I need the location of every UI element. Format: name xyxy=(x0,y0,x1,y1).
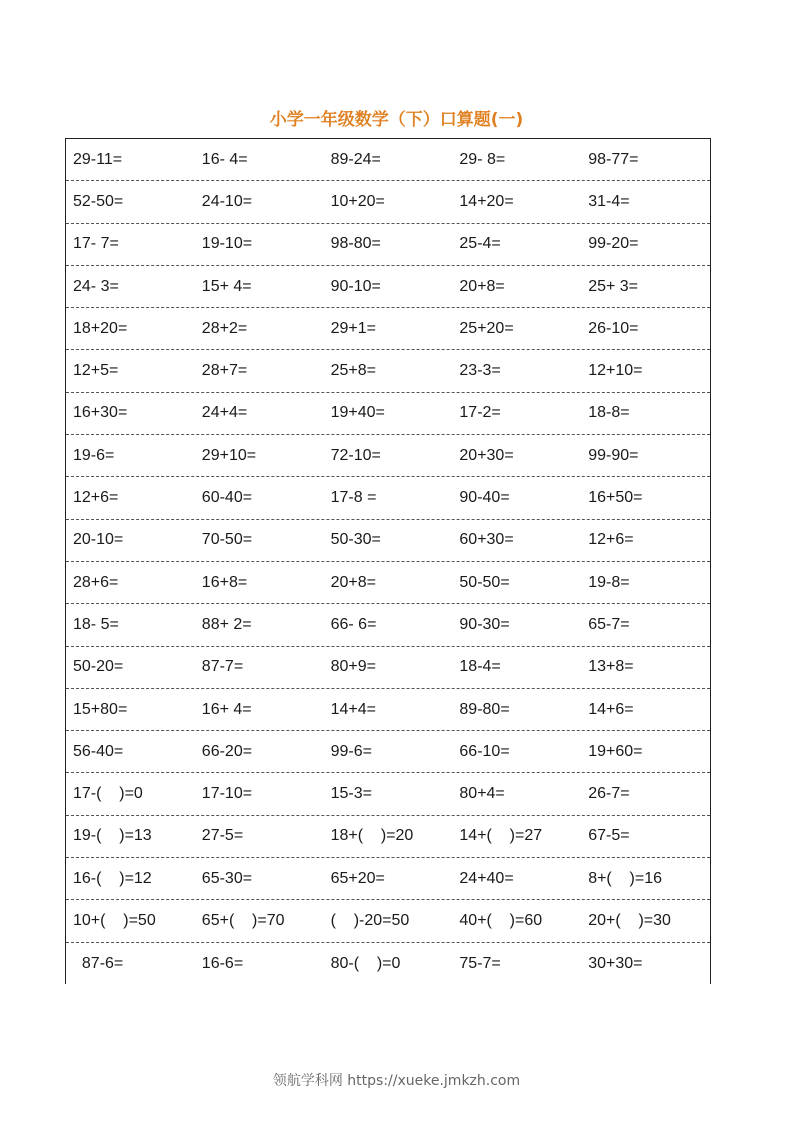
problem-cell: 14+4= xyxy=(330,700,376,718)
table-row xyxy=(66,350,710,392)
table-row xyxy=(66,943,710,985)
problem-cell: 50-30= xyxy=(330,531,381,549)
problem-cell: 90-40= xyxy=(459,489,510,507)
problem-cell: 80+4= xyxy=(459,785,505,803)
problem-cell: 12+6= xyxy=(588,531,634,549)
problem-cell: 29- 8= xyxy=(459,150,506,168)
problem-cell: 16+50= xyxy=(588,489,643,507)
problem-cell: 15+ 4= xyxy=(201,277,252,295)
problem-cell: 65+20= xyxy=(330,869,385,887)
problem-cell: 67-5= xyxy=(588,827,630,845)
problem-cell: 18- 5= xyxy=(73,615,119,633)
problem-cell: 29-11= xyxy=(73,150,123,168)
problem-cell: 10+20= xyxy=(330,192,385,210)
problem-cell: 30+30= xyxy=(588,954,643,972)
problem-cell: 18-4= xyxy=(459,658,501,676)
problem-cell: 17- 7= xyxy=(73,235,119,253)
problem-cell: 66-20= xyxy=(201,742,253,760)
problem-cell: 13+8= xyxy=(588,658,634,676)
table-row xyxy=(66,435,710,477)
table-row xyxy=(66,816,710,858)
problem-cell: 31-4= xyxy=(588,192,630,210)
table-row xyxy=(66,562,710,604)
table-row xyxy=(66,181,710,223)
problem-table xyxy=(65,138,711,984)
problem-cell: 98-80= xyxy=(330,235,381,253)
problem-cell: 28+6= xyxy=(73,573,119,591)
problem-cell: 66- 6= xyxy=(330,615,377,633)
problem-cell: 80-( )=0 xyxy=(330,954,401,972)
problem-cell: 16-6= xyxy=(201,954,244,972)
problem-cell: 99-20= xyxy=(588,235,639,253)
problem-cell: ( )-20=50 xyxy=(330,911,410,929)
problem-cell: 20+8= xyxy=(459,277,505,295)
problem-cell: 24+40= xyxy=(459,869,514,887)
problem-cell: 99-6= xyxy=(330,742,372,760)
table-row xyxy=(66,520,710,562)
problem-cell: 19-10= xyxy=(201,235,253,253)
problem-cell: 20+30= xyxy=(459,446,514,464)
problem-cell: 29+10= xyxy=(201,446,257,464)
problem-cell: 16- 4= xyxy=(201,150,248,168)
problem-cell: 25+8= xyxy=(330,362,376,380)
problem-cell: 65+( )=70 xyxy=(201,911,285,929)
problem-cell: 17-8 = xyxy=(330,489,377,507)
table-row xyxy=(66,393,710,435)
problem-cell: 66-10= xyxy=(459,742,510,760)
table-row xyxy=(66,224,710,266)
problem-cell: 19-8= xyxy=(588,573,630,591)
watermark-footer: 领航学科网 https://xueke.jmkzh.com xyxy=(272,1073,521,1089)
problem-cell: 14+6= xyxy=(588,700,634,718)
problem-cell: 28+2= xyxy=(201,319,248,337)
problem-cell: 23-3= xyxy=(459,362,501,380)
table-row xyxy=(66,773,710,815)
table-row xyxy=(66,604,710,646)
problem-cell: 16+ 4= xyxy=(201,700,252,718)
problem-cell: 19+60= xyxy=(588,742,643,760)
problem-cell: 18-8= xyxy=(588,404,630,422)
problem-cell: 89-24= xyxy=(330,150,381,168)
table-row xyxy=(66,647,710,689)
table-row xyxy=(66,139,710,181)
table-row xyxy=(66,731,710,773)
problem-cell: 14+20= xyxy=(459,192,514,210)
problem-cell: 24+4= xyxy=(201,404,248,422)
problem-cell: 20+( )=30 xyxy=(588,911,671,929)
problem-cell: 15-3= xyxy=(330,785,372,803)
problem-cell: 20+8= xyxy=(330,573,376,591)
problem-cell: 52-50= xyxy=(73,192,124,210)
problem-cell: 24-10= xyxy=(201,192,253,210)
problem-cell: 18+( )=20 xyxy=(330,827,414,845)
problem-cell: 50-50= xyxy=(459,573,510,591)
problem-cell: 70-50= xyxy=(201,531,253,549)
problem-cell: 12+6= xyxy=(73,489,119,507)
problem-cell: 25+ 3= xyxy=(588,277,639,295)
problem-cell: 20-10= xyxy=(73,531,124,549)
table-row xyxy=(66,477,710,519)
problem-cell: 72-10= xyxy=(330,446,381,464)
problem-cell: 29+1= xyxy=(330,319,376,337)
problem-cell: 16+30= xyxy=(73,404,128,422)
problem-cell: 99-90= xyxy=(588,446,639,464)
problem-cell: 18+20= xyxy=(73,319,128,337)
problem-cell: 16+8= xyxy=(201,573,248,591)
problem-cell: 26-7= xyxy=(588,785,630,803)
problem-cell: 87-6= xyxy=(73,954,124,972)
table-row xyxy=(66,858,710,900)
problem-cell: 80+9= xyxy=(330,658,376,676)
problem-cell: 88+ 2= xyxy=(201,615,252,633)
problem-cell: 15+80= xyxy=(73,700,128,718)
table-row xyxy=(66,689,710,731)
problem-cell: 60-40= xyxy=(201,489,253,507)
problem-cell: 65-30= xyxy=(201,869,253,887)
problem-cell: 19-( )=13 xyxy=(73,827,152,845)
problem-cell: 27-5= xyxy=(201,827,244,845)
problem-cell: 60+30= xyxy=(459,531,514,549)
problem-cell: 90-30= xyxy=(459,615,510,633)
problem-cell: 12+10= xyxy=(588,362,643,380)
problem-cell: 17-10= xyxy=(201,785,253,803)
problem-cell: 50-20= xyxy=(73,658,124,676)
problem-cell: 25-4= xyxy=(459,235,501,253)
problem-cell: 25+20= xyxy=(459,319,514,337)
problem-cell: 19+40= xyxy=(330,404,385,422)
problem-cell: 87-7= xyxy=(201,658,244,676)
problem-cell: 98-77= xyxy=(588,150,639,168)
problem-cell: 89-80= xyxy=(459,700,510,718)
problem-cell: 40+( )=60 xyxy=(459,911,543,929)
problem-cell: 16-( )=12 xyxy=(73,869,152,887)
problem-cell: 28+7= xyxy=(201,362,248,380)
problem-cell: 24- 3= xyxy=(73,277,119,295)
problem-cell: 19-6= xyxy=(73,446,115,464)
table-row xyxy=(66,266,710,308)
problem-cell: 10+( )=50 xyxy=(73,911,156,929)
page-title: 小学一年级数学（下）口算题(一) xyxy=(269,110,524,130)
problem-cell: 17-( )=0 xyxy=(73,785,143,803)
problem-cell: 65-7= xyxy=(588,615,630,633)
problem-cell: 90-10= xyxy=(330,277,381,295)
problem-cell: 17-2= xyxy=(459,404,501,422)
problem-cell: 26-10= xyxy=(588,319,639,337)
problem-cell: 56-40= xyxy=(73,742,124,760)
problem-cell: 75-7= xyxy=(459,954,501,972)
problem-cell: 14+( )=27 xyxy=(459,827,543,845)
problem-cell: 8+( )=16 xyxy=(588,869,663,887)
table-row xyxy=(66,900,710,942)
problem-cell: 12+5= xyxy=(73,362,119,380)
table-row xyxy=(66,308,710,350)
